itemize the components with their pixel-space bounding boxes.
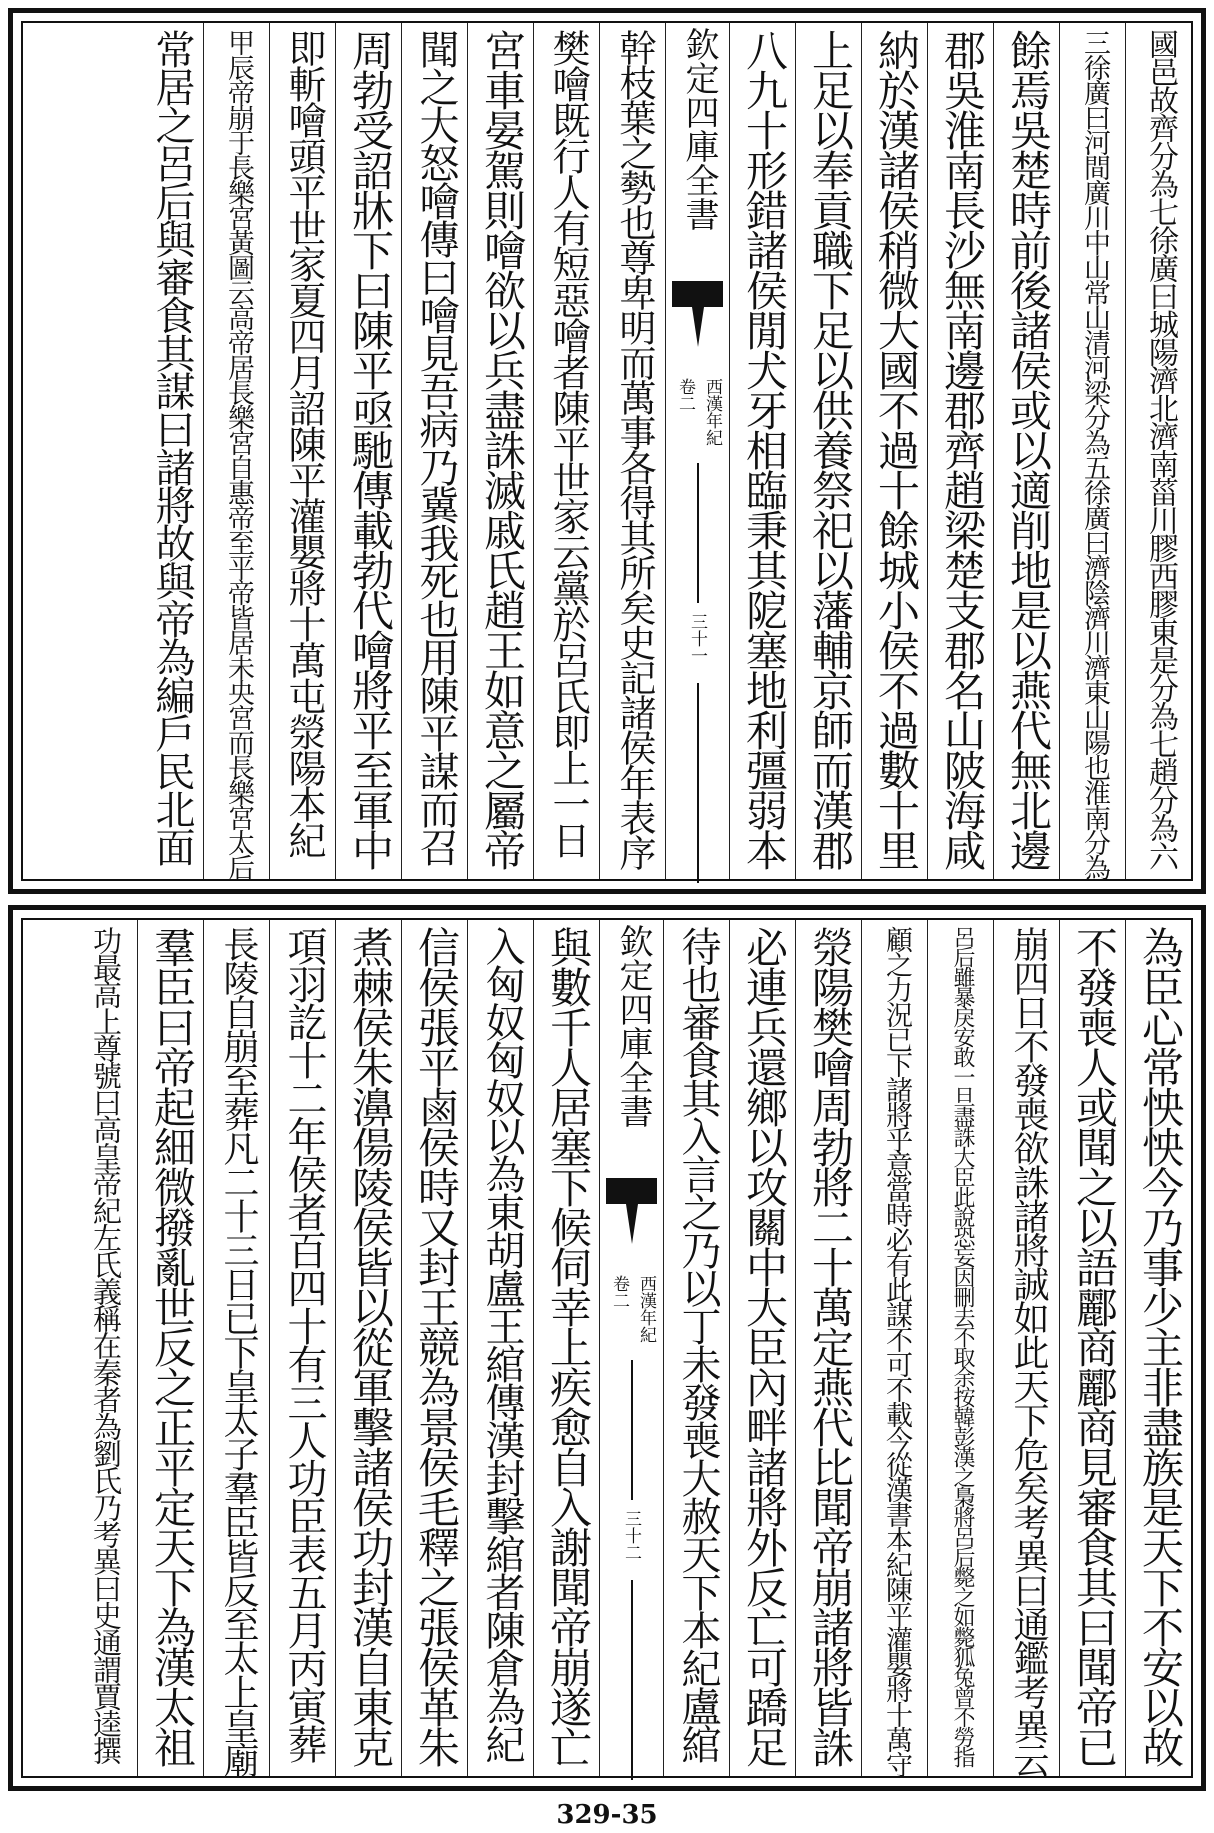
upper-text-columns: [23, 23, 1191, 879]
lower-text-columns: [23, 920, 1191, 1776]
text-column: 入匈奴匈奴以為東胡盧王綰傳漢封擊綰者陳倉為紀: [467, 920, 533, 1776]
text-column: 八九十形錯諸侯閒犬牙相臨秉其阸塞地利彊弱本: [729, 23, 795, 879]
spine-rule: [697, 463, 699, 603]
fish-tail-mark: [672, 281, 723, 307]
volume-label: 卷二: [675, 378, 695, 412]
lower-page: [8, 905, 1206, 1791]
upper-page: [8, 8, 1206, 894]
text-column: 必連兵還鄉以攻關中大臣內畔諸將外反亡可蹻足: [729, 920, 795, 1776]
text-column: 聞之大怒噲傳曰噲見吾病乃冀我死也用陳平謀而召: [401, 23, 467, 879]
chapter-title: 西漢年紀: [636, 1275, 656, 1343]
book-title: 欽定四庫全書: [613, 924, 653, 1128]
text-column: 宮車晏駕則噲欲以兵盡誅滅戚氏趙王如意之屬帝: [467, 23, 533, 879]
text-column: 呂后雖暴戾安敢一旦盡誅大臣此說恐妄因刪去不取余按韓彭漢之梟將呂后斃之如斃狐兔曾不勞指: [927, 920, 993, 1776]
text-column: 幹枝葉之勢也尊卑明而萬事各得其所矣史記諸侯年表序: [599, 23, 665, 879]
text-column: 上足以奉貢職下足以供養祭祀以藩輔京師而漢郡: [795, 23, 861, 879]
book-title: 欽定四庫全書: [679, 27, 719, 231]
page-number: 329-35: [556, 1800, 658, 1830]
chapter-title: 西漢年紀: [702, 378, 722, 446]
fish-tail-point: [626, 1204, 638, 1244]
text-column: 煮棘侯朱濞偒陵侯皆以從軍擊諸侯功封漢自東克: [335, 920, 401, 1776]
text-column: 納於漢諸侯稍微大國不過十餘城小侯不過數十里: [861, 23, 927, 879]
fish-tail-point: [692, 307, 704, 347]
text-column: 待也審食其入言之乃以丁未發喪大赦天下本紀盧綰: [663, 920, 729, 1776]
upper-page-frame: [21, 21, 1193, 881]
text-column: 功最高上尊號曰高皇帝紀左氏義稱在秦者為劉氏乃考異曰史通謂賈逵撰: [89, 926, 123, 1763]
text-column: 與數千人居塞下候伺幸上疾愈自入謝聞帝崩遂亡: [533, 920, 599, 1776]
fish-tail-mark: [606, 1178, 657, 1204]
fold-spine: [599, 920, 663, 1776]
volume-label: 卷二: [609, 1275, 629, 1309]
text-column: 三徐廣曰河間廣川中山常山清河梁分為五徐廣曰濟陰濟川濟東山陽也淮南分為: [1059, 23, 1125, 879]
text-column: 餘焉吳楚時前後諸侯或以適削地是以燕代無北邊: [993, 23, 1059, 879]
text-column: 甲辰帝崩于長樂宮黃圖云高帝居長樂宮自惠帝至平帝皆居未央宮而長樂宮太后: [203, 23, 269, 879]
spine-rule: [631, 1360, 633, 1500]
text-column: 樊噲既行人有短惡噲者陳平世家云黨於呂氏即上一日: [533, 23, 599, 879]
lower-page-frame: [21, 918, 1193, 1778]
text-column: 常居之呂后與審食其謀曰諸將故與帝為編戶民北面: [149, 29, 195, 865]
text-column: 國邑故齊分為七徐廣曰城陽濟北濟南菑川膠西膠東是分為七趙分為六: [1125, 23, 1191, 879]
text-column: 顧之力況已下諸將乎意當時必有此謀不可不載今從漢書本紀陳平灌嬰將十萬守: [861, 920, 927, 1776]
spine-rule: [631, 1580, 633, 1780]
text-column: 崩四日不發喪欲誅諸將誠如此天下危矣考異曰通鑑考異云: [993, 920, 1059, 1776]
text-column: 不發喪人或聞之以語酈商酈商見審食其曰聞帝已: [1059, 920, 1125, 1776]
text-column: 即斬噲頭平世家夏四月詔陳平灌嬰將十萬屯滎陽本紀: [269, 23, 335, 879]
text-column: 為臣心常怏怏今乃事少主非盡族是天下不安以故: [1125, 920, 1191, 1776]
text-column: 羣臣曰帝起細微撥亂世反之正平定天下為漢太祖: [137, 920, 203, 1776]
leaf-number: 三十一: [687, 613, 707, 664]
text-column: 信侯張平鹵侯時又封王競為景侯毛釋之張侯革朱: [401, 920, 467, 1776]
leaf-number: 三十二: [621, 1510, 641, 1561]
text-column: 周勃受詔牀下曰陳平亟馳傳載勃代噲將平至軍中: [335, 23, 401, 879]
text-column: 郡吳淮南長沙無南邊郡齊趙梁楚支郡名山陂海咸: [927, 23, 993, 879]
fold-spine: [665, 23, 729, 879]
text-column: 項羽訖十二年侯者百四十有三人功臣表五月丙寅葬: [269, 920, 335, 1776]
text-column: 滎陽樊噲周勃將二十萬定燕代比聞帝崩諸將皆誅: [795, 920, 861, 1776]
text-column: 長陵自崩至葬凡二十三日已下皇太子羣臣皆反至太上皇廟: [203, 920, 269, 1776]
spine-rule: [697, 683, 699, 883]
